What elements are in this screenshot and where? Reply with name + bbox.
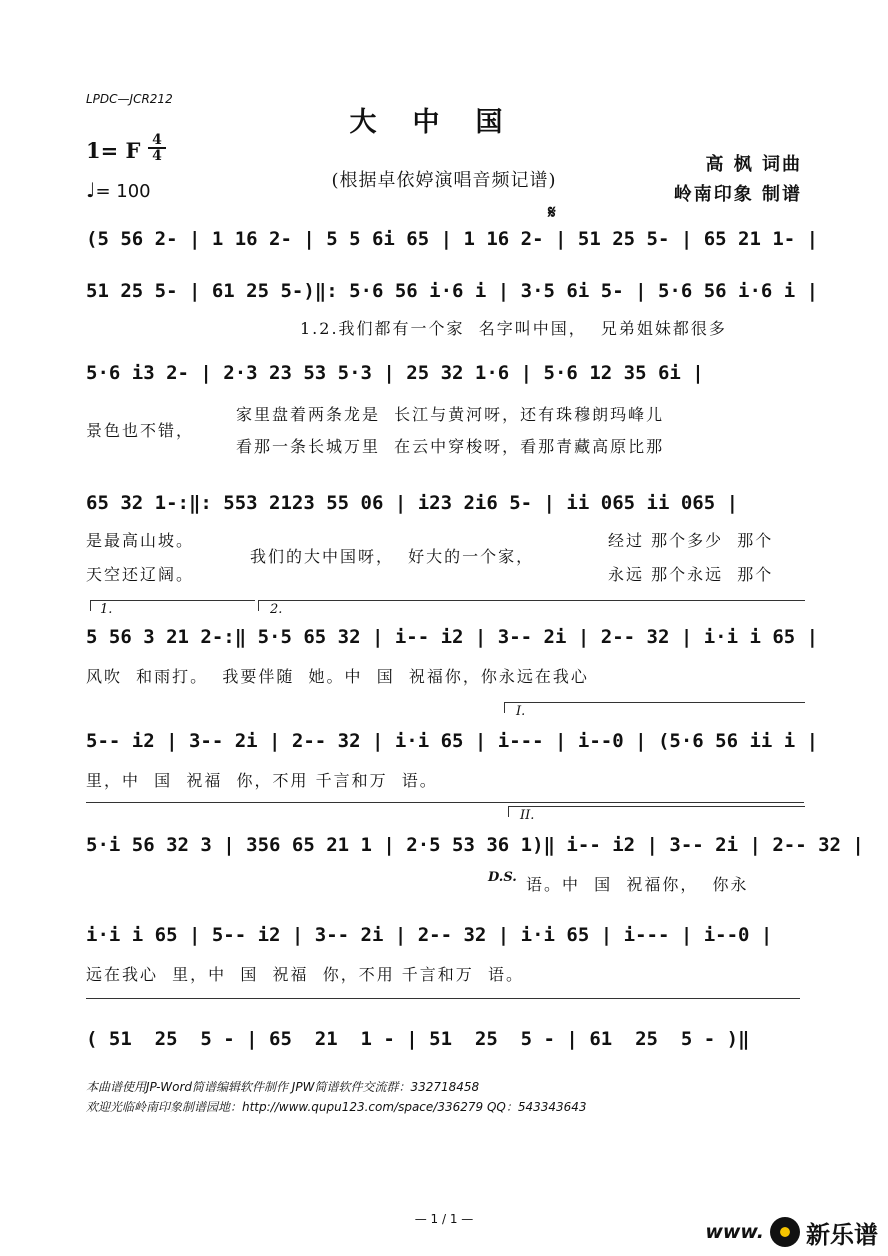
lyric-line-2: 1.2.我们都有一个家 名字叫中国， 兄弟姐妹都很多	[300, 319, 727, 338]
score-line-8: i·i i 65 | 5-- i2 | 3-- 2i | 2-- 32 | i·i 65 | i--- | i--0 |	[86, 924, 773, 946]
volta-label-1: 1.	[100, 602, 113, 617]
credit-arranger: 岭南印象 制谱	[673, 184, 802, 205]
score-line-6: 5-- i2 | 3-- 2i | 2-- 32 | i·i 65 | i--- | i--0 | (5·6 56 ii i |	[86, 730, 819, 752]
section-divider	[86, 802, 804, 803]
lyric-line-7: 语。中 国 祝福你， 你永	[526, 875, 749, 894]
score-line-5: 5 56 3 21 2-:‖ 5·5 65 32 | i-- i2 | 3-- 2i | 2-- 32 | i·i i 65 |	[86, 626, 819, 648]
volta-label-3: I.	[516, 704, 526, 719]
footer-software-note: 本曲谱使用JP-Word简谱编辑软件制作 JPW简谱软件交流群：332718458	[86, 1080, 480, 1094]
volta-bracket-1	[90, 600, 255, 611]
logo-www: www.	[705, 1221, 764, 1243]
time-top: 4	[148, 133, 166, 149]
logo-brand: 新乐谱	[806, 1220, 878, 1249]
record-disc-icon	[770, 1217, 800, 1247]
score-line-9: ( 51 25 5 - | 65 21 1 - | 51 25 5 - | 61 25 5 - )‖	[86, 1028, 750, 1050]
lyric-line-4b: 天空还辽阔。	[86, 565, 195, 584]
score-code: LPDC—JCR212	[86, 92, 173, 106]
volta-bracket-2	[258, 600, 805, 611]
dal-segno-mark: D.S.	[488, 870, 517, 885]
lyric-line-3c: 看那一条长城万里 在云中穿梭呀，看那青藏高原比那	[236, 437, 665, 456]
score-line-4: 65 32 1-:‖: 553 2123 55 06 | i23 2i6 5- | ii 065 ii 065 |	[86, 492, 739, 514]
quarter-note-icon: ♩	[86, 178, 96, 202]
volta-bracket-3	[504, 702, 805, 713]
site-logo	[705, 1214, 878, 1250]
song-title: 大中国	[349, 107, 539, 138]
volta-label-4: II.	[520, 808, 535, 823]
credit-lyrics: 高 枫 词曲	[705, 154, 802, 175]
lyric-line-4d: 经过 那个多少 那个	[608, 531, 774, 550]
lyric-line-3b: 家里盘着两条龙是 长江与黄河呀，还有珠穆朗玛峰儿	[236, 405, 665, 424]
lyric-line-4a: 是最高山坡。	[86, 531, 195, 550]
time-signature	[148, 133, 166, 163]
footer-website-note: 欢迎光临岭南印象制谱园地：http://www.qupu123.com/space/336279 QQ：543343643	[86, 1100, 587, 1114]
score-line-2: 51 25 5- | 61 25 5-)‖: 5·6 56 i·6 i | 3·5 6i 5- | 5·6 56 i·6 i |	[86, 280, 819, 302]
volta-bracket-4	[508, 806, 805, 817]
segno-icon: 𝄋	[548, 202, 556, 223]
lyric-line-4e: 永远 那个永远 那个	[608, 565, 774, 584]
score-line-1: (5 56 2- | 1 16 2- | 5 5 6i 65 | 1 16 2- | 51 25 5- | 65 21 1- |	[86, 228, 819, 250]
volta-label-2: 2.	[270, 602, 283, 617]
lyric-line-3a: 景色也不错，	[86, 421, 195, 440]
score-line-7: 5·i 56 32 3 | 356 65 21 1 | 2·5 53 36 1)‖ i-- i2 | 3-- 2i | 2-- 32 |	[86, 834, 864, 856]
subtitle: (根据卓依婷演唱音频记谱)	[331, 170, 557, 191]
lyric-line-8: 远在我心 里，中 国 祝福 你，不用 千言和万 语。	[86, 965, 524, 984]
key-signature: 1= F	[86, 138, 141, 163]
lyric-line-4c: 我们的大中国呀， 好大的一个家，	[250, 547, 535, 566]
lyric-line-6: 里，中 国 祝福 你，不用 千言和万 语。	[86, 771, 438, 790]
tempo-value: = 100	[95, 181, 151, 202]
score-line-3: 5·6 i3 2- | 2·3 23 53 5·3 | 25 32 1·6 | 5·6 12 35 6i |	[86, 362, 704, 384]
outro-bracket	[86, 998, 800, 999]
lyric-line-5: 风吹 和雨打。 我要伴随 她。中 国 祝福你，你永远在我心	[86, 667, 589, 686]
page-number: — 1 / 1 —	[414, 1212, 474, 1226]
time-bottom: 4	[152, 148, 162, 164]
